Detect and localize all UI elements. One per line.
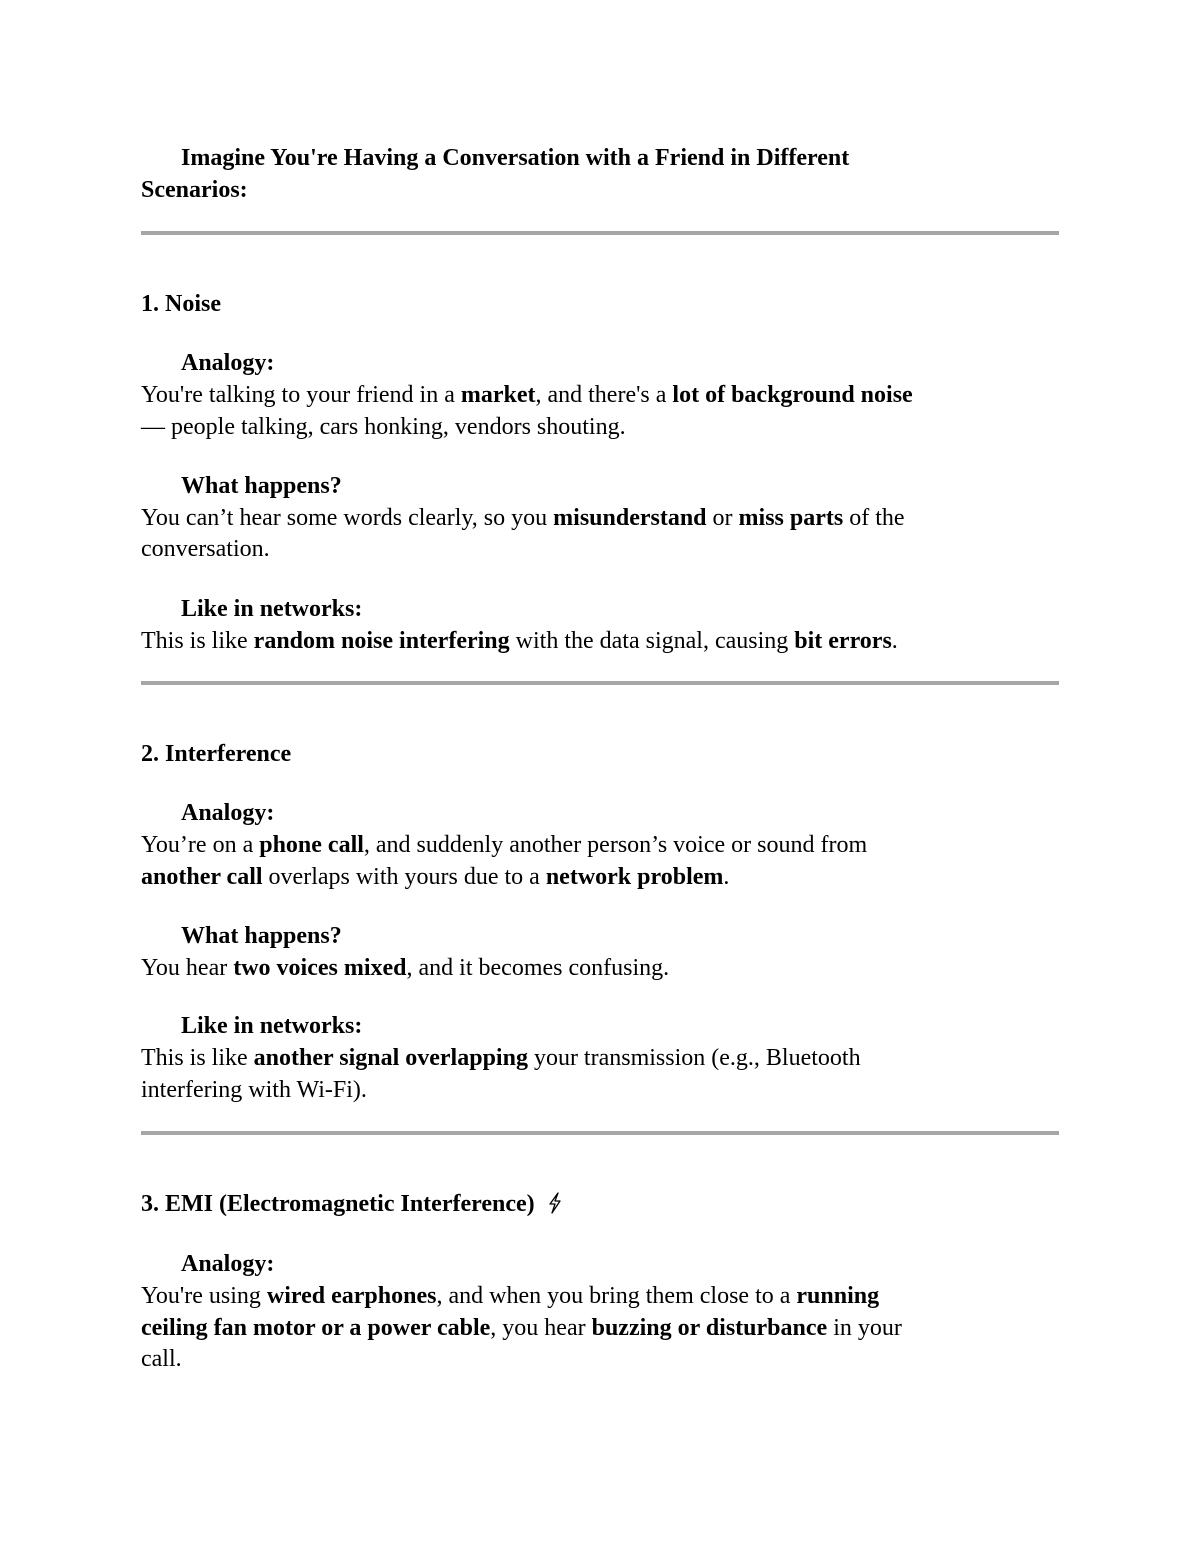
bold-text-run: bit errors	[794, 628, 892, 654]
like-in-networks-text-line	[141, 1074, 367, 1106]
bold-text-run: ceiling fan motor or a power cable	[141, 1315, 491, 1341]
analogy-label: Analogy:	[181, 350, 275, 376]
what-happens-text-line	[141, 952, 669, 984]
text-run: You're using	[141, 1283, 267, 1309]
analogy-label: Analogy:	[181, 1251, 275, 1277]
text-run: You're talking to your friend in a	[141, 382, 461, 408]
text-run: .	[891, 628, 898, 654]
text-run: , and suddenly another person’s voice or sound from	[363, 832, 868, 858]
text-run: conversation.	[141, 536, 270, 562]
bold-text-run: network problem	[545, 864, 724, 890]
bold-text-run: two voices mixed	[233, 955, 407, 981]
text-run: , and there's a	[535, 382, 673, 408]
bold-text-run: misunderstand	[553, 505, 707, 531]
bold-text-run: wired earphones	[266, 1283, 437, 1309]
what-happens-text-line	[141, 533, 270, 565]
analogy-text-line	[141, 411, 626, 443]
section-heading-noise: 1. Noise	[141, 291, 221, 317]
bold-text-run: another signal overlapping	[253, 1045, 528, 1071]
bold-text-run: another call	[141, 864, 263, 890]
bold-text-run: running	[796, 1283, 880, 1309]
bold-text-run: buzzing or disturbance	[591, 1315, 828, 1341]
text-run: This is like	[141, 628, 254, 654]
text-run: your transmission (e.g., Bluetooth	[527, 1045, 861, 1071]
like-in-networks-text-line	[141, 1042, 861, 1074]
section-heading-text: 3. EMI (Electromagnetic Interference)	[141, 1191, 535, 1217]
like-in-networks-label: Like in networks:	[181, 1013, 363, 1039]
horizontal-rule	[141, 1131, 1059, 1135]
text-run: or	[706, 505, 739, 531]
analogy-text-line	[141, 379, 913, 411]
text-run: call.	[141, 1346, 182, 1372]
what-happens-text-line	[141, 502, 905, 534]
like-in-networks-text-line	[141, 625, 898, 657]
text-run: , and it becomes confusing.	[406, 955, 670, 981]
analogy-label: Analogy:	[181, 800, 275, 826]
bold-text-run: lot of background noise	[672, 382, 913, 408]
like-in-networks-label: Like in networks:	[181, 596, 363, 622]
text-run: overlaps with yours due to a	[262, 864, 546, 890]
what-happens-label: What happens?	[181, 473, 342, 499]
lightning-icon	[547, 1191, 563, 1213]
text-run: You’re on a	[141, 832, 260, 858]
text-run: in your	[827, 1315, 902, 1341]
section-heading-interference: 2. Interference	[141, 741, 292, 767]
bold-text-run: random noise interfering	[253, 628, 510, 654]
what-happens-label: What happens?	[181, 923, 342, 949]
document-title-continued: Scenarios:	[141, 177, 248, 203]
text-run: — people talking, cars honking, vendors shouting.	[141, 414, 626, 440]
analogy-text-line	[141, 1312, 902, 1344]
bold-text-run: phone call	[259, 832, 364, 858]
analogy-text-line	[141, 861, 729, 893]
analogy-text-line	[141, 1280, 879, 1312]
bold-text-run: miss parts	[738, 505, 844, 531]
document-title: Imagine You're Having a Conversation with a Friend in Different	[181, 145, 850, 171]
horizontal-rule	[141, 231, 1059, 235]
text-run: , you hear	[490, 1315, 592, 1341]
section-heading-emi	[141, 1188, 563, 1220]
text-run: of the	[843, 505, 905, 531]
analogy-text-line	[141, 1343, 182, 1375]
text-run: interfering with Wi-Fi).	[141, 1077, 367, 1103]
text-run: , and when you bring them close to a	[436, 1283, 797, 1309]
text-run: This is like	[141, 1045, 254, 1071]
text-run: with the data signal, causing	[509, 628, 795, 654]
analogy-text-line	[141, 829, 867, 861]
bold-text-run: market	[460, 382, 536, 408]
text-run: .	[723, 864, 730, 890]
text-run: You can’t hear some words clearly, so you	[141, 505, 554, 531]
horizontal-rule	[141, 681, 1059, 685]
text-run: You hear	[141, 955, 234, 981]
